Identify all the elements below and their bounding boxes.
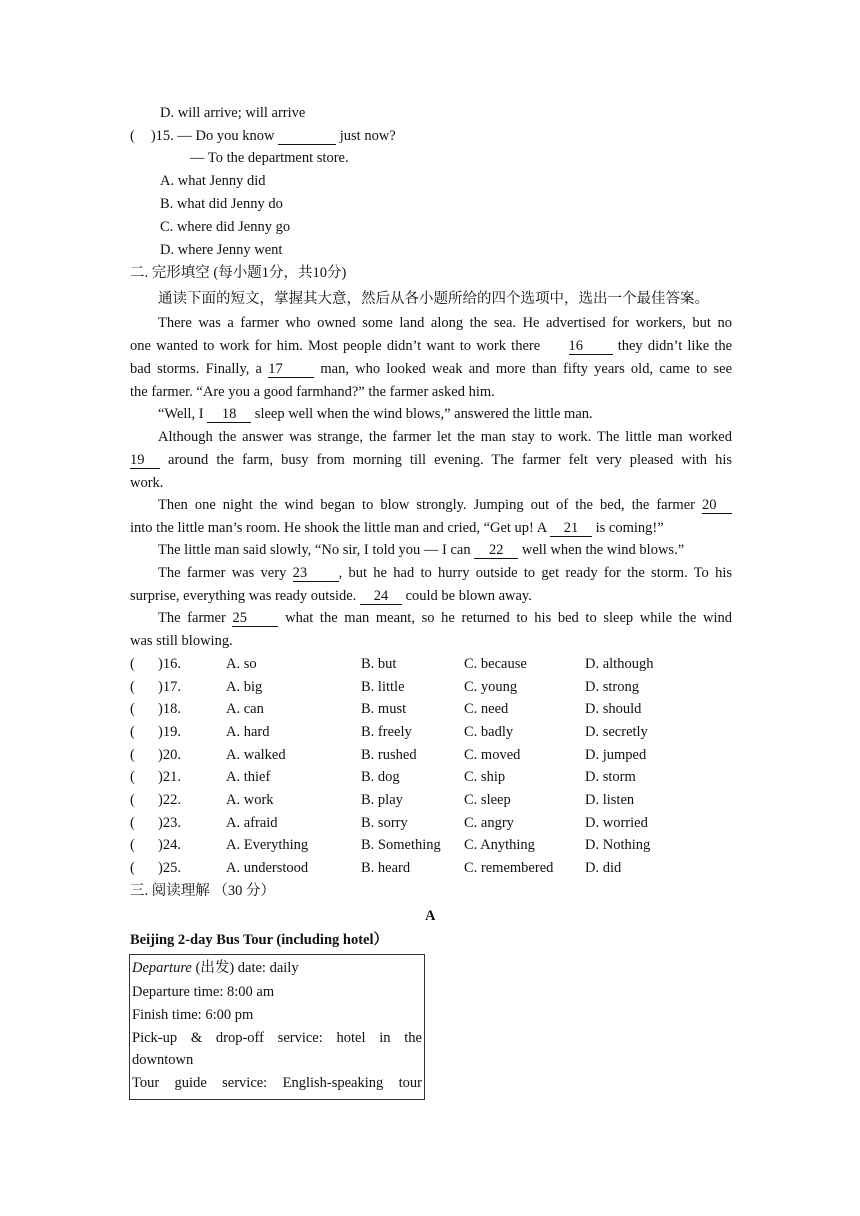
choice-a: A. Everything [226, 837, 309, 853]
passage-line [158, 609, 732, 627]
pickup-service: Pick-up & drop-off service: hotel in the [132, 1030, 422, 1046]
pickup-service-cont: downtown [132, 1052, 194, 1068]
passage-line: was still blowing. [130, 633, 233, 649]
q15-blank [278, 128, 336, 145]
answer-paren: ( [130, 792, 135, 808]
answer-paren: ( [130, 837, 135, 853]
choice-c: C. moved [464, 747, 521, 763]
choice-c: C. angry [464, 815, 514, 831]
passage-text: could be blown away. [405, 588, 532, 604]
choice-number: )18. [158, 701, 181, 717]
passage-text: they didn’t like the [617, 338, 733, 354]
departure-time: Departure time: 8:00 am [132, 984, 275, 1000]
choice-a: A. big [226, 679, 263, 695]
finish-time: Finish time: 6:00 pm [132, 1007, 254, 1023]
choice-a: A. work [226, 792, 274, 808]
q15-option-c: C. where did Jenny go [160, 219, 291, 235]
choice-d: D. did [585, 860, 622, 876]
choice-a: A. so [226, 656, 257, 672]
passage-text: The farmer [158, 610, 226, 626]
choice-d: D. secretly [585, 724, 648, 740]
q15-option-d: D. where Jenny went [160, 242, 283, 258]
choice-number: )16. [158, 656, 181, 672]
passage-text: into the little man’s room. He shook the little man and cried, “Get up! A [130, 520, 547, 536]
choice-b: B. sorry [361, 815, 408, 831]
answer-paren: ( [130, 747, 135, 763]
blank-25: 25 [232, 610, 278, 627]
answer-paren: ( [130, 679, 135, 695]
choice-a: A. afraid [226, 815, 278, 831]
tour-info-box [129, 954, 425, 1100]
answer-paren: ( [130, 815, 135, 831]
passage-text: is coming!” [595, 520, 664, 536]
passage-text: bad storms. Finally, a [130, 361, 262, 377]
choice-number: )21. [158, 769, 181, 785]
passage-text: Then one night the wind began to blow strongly. Jumping out of the bed, the farmer [158, 497, 695, 513]
passage-line: work. [130, 475, 164, 491]
passage-text: sleep well when the wind blows,” answered the little man. [254, 406, 593, 422]
choice-b: B. rushed [361, 747, 417, 763]
choice-d: D. worried [585, 815, 648, 831]
passage-line [158, 405, 593, 423]
passage-line [130, 451, 732, 469]
passage-line: There was a farmer who owned some land along the sea. He advertised for workers, but no [158, 315, 732, 331]
choice-c: C. young [464, 679, 518, 695]
choice-a: A. understood [226, 860, 309, 876]
departure-date-text: (出发) date: daily [195, 960, 299, 976]
q15-question-tail: just now? [339, 128, 396, 144]
answer-paren: ( [130, 724, 135, 740]
passage-line [130, 337, 732, 355]
passage-line [158, 564, 732, 582]
blank-19: 19 [130, 452, 160, 469]
choice-b: B. must [361, 701, 407, 717]
answer-paren: ( [130, 656, 135, 672]
q15-reply: — To the department store. [190, 150, 349, 166]
blank-18: 18 [207, 406, 251, 423]
choice-c: C. remembered [464, 860, 554, 876]
choice-c: C. sleep [464, 792, 511, 808]
choice-b: B. but [361, 656, 397, 672]
passage-line [158, 496, 732, 514]
choice-d: D. strong [585, 679, 639, 695]
passage-text: well when the wind blows.” [521, 542, 685, 558]
answer-paren: ( [130, 769, 135, 785]
q14-option-d: D. will arrive; will arrive [160, 105, 306, 121]
choice-d: D. storm [585, 769, 636, 785]
choice-d: D. although [585, 656, 654, 672]
passage-text: “Well, I [158, 406, 204, 422]
q15-question: )15. — Do you know [150, 128, 275, 144]
tour-guide-service: Tour guide service: English-speaking tour [132, 1075, 422, 1091]
choice-number: )24. [158, 837, 181, 853]
section2-title: 二. 完形填空 (每小题1分，共10分) [130, 265, 347, 281]
blank-24: 24 [360, 588, 402, 605]
blank-23: 23 [293, 565, 339, 582]
passage-line [130, 360, 732, 378]
choice-b: B. play [361, 792, 403, 808]
blank-16: 16 [569, 338, 613, 355]
tour-title: Beijing 2-day Bus Tour (including hotel） [130, 932, 388, 948]
departure-date [132, 959, 422, 977]
passage-line [130, 587, 532, 605]
answer-paren: ( [130, 701, 135, 717]
passage-line [158, 541, 684, 559]
choice-b: B. heard [361, 860, 411, 876]
q15-stem [130, 127, 396, 145]
choice-number: )25. [158, 860, 181, 876]
passage-text: one wanted to work for him. Most people didn’t want to work there [130, 338, 541, 354]
choice-c: C. badly [464, 724, 514, 740]
passage-line: the farmer. “Are you a good farmhand?” the farmer asked him. [130, 384, 495, 400]
choice-c: C. Anything [464, 837, 535, 853]
choice-number: )23. [158, 815, 181, 831]
passage-text: surprise, everything was ready outside. [130, 588, 357, 604]
answer-paren: ( [130, 860, 135, 876]
passage-text: man, who looked weak and more than fifty years old, came to see [320, 361, 733, 377]
blank-21: 21 [550, 520, 592, 537]
choice-d: D. Nothing [585, 837, 651, 853]
choice-number: )19. [158, 724, 181, 740]
choice-b: B. freely [361, 724, 412, 740]
passage-text: The little man said slowly, “No sir, I told you — I can [158, 542, 471, 558]
passage-text: what the man meant, so he returned to his bed to sleep while the wind [285, 610, 732, 626]
blank-17: 17 [268, 361, 314, 378]
choice-b: B. dog [361, 769, 400, 785]
passage-text: around the farm, busy from morning till evening. The farmer felt very pleased with his [168, 452, 733, 468]
answer-paren: ( [130, 128, 135, 144]
choice-b: B. little [361, 679, 405, 695]
q15-option-b: B. what did Jenny do [160, 196, 283, 212]
passage-text: The farmer was very [158, 565, 287, 581]
passage-line [130, 519, 664, 537]
blank-22: 22 [474, 542, 518, 559]
choice-c: C. need [464, 701, 509, 717]
departure-label: Departure [132, 960, 192, 976]
blank-20: 20 [702, 497, 732, 514]
choice-b: B. Something [361, 837, 441, 853]
choice-a: A. thief [226, 769, 271, 785]
choice-number: )20. [158, 747, 181, 763]
q15-option-a: A. what Jenny did [160, 173, 266, 189]
passage-text: , but he had to hurry outside to get ready for the storm. To his [338, 565, 733, 581]
choice-c: C. because [464, 656, 527, 672]
passage-line: Although the answer was strange, the farmer let the man stay to work. The little man worked [158, 429, 732, 445]
choice-d: D. should [585, 701, 642, 717]
choice-d: D. jumped [585, 747, 647, 763]
choice-c: C. ship [464, 769, 506, 785]
choice-a: A. can [226, 701, 264, 717]
passage-letter: A [425, 908, 436, 924]
choice-number: )22. [158, 792, 181, 808]
section2-instruction: 通读下面的短文，掌握其大意，然后从各小题所给的四个选项中，选出一个最佳答案。 [158, 291, 709, 307]
choice-number: )17. [158, 679, 181, 695]
choice-d: D. listen [585, 792, 635, 808]
section3-title: 三. 阅读理解 （30 分） [130, 883, 275, 899]
choice-a: A. walked [226, 747, 286, 763]
choice-a: A. hard [226, 724, 270, 740]
